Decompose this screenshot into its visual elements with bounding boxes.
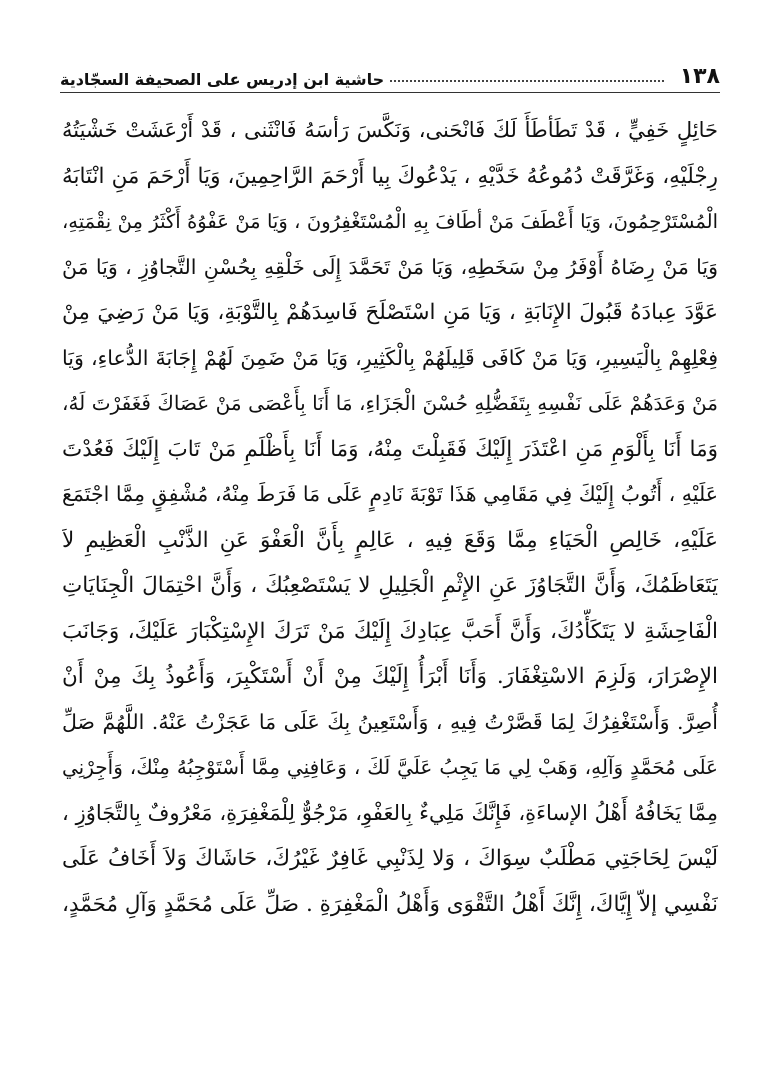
text-line: لَيْسَ لِحَاجَتِي مَطْلَبٌ سِوَاكَ ، وَلا لِذَنْبِي غَافِرٌ غَيْرُكَ، حَاشَاكَ وَلاَ أَخَافُ عَلَى [62, 846, 718, 871]
header-divider [60, 92, 720, 93]
text-line: وَيَا مَنْ رِضَاهُ أَوْفَرُ مِنْ سَخَطِهِ، وَيَا مَنْ تَحَمَّدَ إِلَى خَلْقِهِ بِحُسْنِ التَّجاوُزِ ، وَيَا مَنْ [62, 254, 718, 279]
text-line: حَائِلٍ خَفِيٍّ ، قَدْ تَطَأطَأَ لَكَ فَانْحَنى، وَنَكَّسَ رَأسَهُ فَانْثَنى ، قَدْ أَرْعَشَتْ خَشْيَتُهُ [62, 118, 718, 142]
text-line: فِعْلِهِمْ بِالْيَسِيرِ، وَيَا مَنْ كَافَى قَلِيلَهُمْ بِالْكَثِيرِ، وَيَا مَنْ ضَمِنَ لَهُمْ إِجَابَةَ الدُّعاءِ، وَيَا [62, 345, 718, 370]
text-line: عَلَى مُحَمَّدٍ وَآلِهِ، وَهَبْ لِي مَا يَجِبُ عَلَيَّ لَكَ ، وَعَافِنِي مِمَّا أَسْتَوْجِبُهُ مِنْكَ، وَأَجِرْنِي [62, 755, 718, 779]
text-line: مِمَّا يَخَافُهُ أَهْلُ الإساءَةِ، فَإِنَّكَ مَلِيءٌ بِالعَفْوِ، مَرْجُوٌّ لِلْمَغْفِرَةِ، مَعْرُوفٌ بِالتَّجَاوُزِ ، [62, 800, 718, 825]
running-title: حاشية ابن إدريس على الصحيفة السجّادية [60, 70, 385, 89]
page-number: ١٣٨ [679, 64, 720, 89]
text-line: عَلَيْهِ، خَالِصِ الْحَيَاءِ مِمَّا وَقَعَ فِيهِ ، عَالِمٍ بِأَنَّ الْعَفْوَ عَنِ الذَّنْبِ الْعَظِيمِ لاَ [62, 527, 718, 553]
text-line: مَنْ وَعَدَهُمْ عَلَى نَفْسِهِ بِتَفَضُّلِهِ حُسْنَ الْجَزَاءِ، مَا أَنَا بِأَعْصَى مَنْ عَصَاكَ فَغَفَرْتَ لَهُ، [62, 391, 718, 415]
text-line: الإِصْرَارَ، وَلَزِمَ الاسْتِغْفَارَ. وَأَنَا أَبْرَأُ إِلَيْكَ مِنْ أَنْ أَسْتَكْبِرَ، وَأَعُوذُ بِكَ مِنْ أَنْ [62, 664, 718, 689]
text-line: يَتَعَاظَمُكَ، وَأَنَّ التَّجَاوُزَ عَنِ الإِثْمِ الْجَلِيلِ لا يَسْتَصْعِبُكَ ، وَأَنَّ احْتِمَالَ الْجِنَايَاتِ [62, 573, 718, 598]
text-line: الْفَاحِشَةِ لا يَتَكَأَّدُكَ، وَأَنَّ أَحَبَّ عِبَادِكَ إِلَيْكَ مَنْ تَرَكَ الإِسْتِكْبَارَ عَلَيْكَ، وَجَانَبَ [62, 618, 718, 644]
text-line: عَوَّدَ عِبادَهُ قَبُولَ الإِنَابَةِ ، وَيَا مَنِ اسْتَصْلَحَ فَاسِدَهُمْ بِالتَّوْبَةِ، وَيَا مَنْ رَضِيَ مِنْ [62, 300, 718, 325]
text-line: عَلَيْهِ ، أَتُوبُ إِلَيْكَ فِي مَقَامِي هَذَا تَوْبَةَ نَادِمٍ عَلَى مَا فَرَطَ مِنْهُ، مُشْفِقٍ مِمَّا اجْتَمَعَ [62, 482, 718, 506]
dotted-leader [390, 80, 664, 82]
text-line: وَمَا أَنَا بِأَلْوَمِ مَنِ اعْتَذَرَ إِلَيْكَ فَقَبِلْتَ مِنْهُ، وَمَا أَنَا بِأَظْلَمِ مَنْ تَابَ إِلَيْكَ فَعُدْتَ [62, 436, 718, 462]
page-header [60, 58, 720, 88]
text-line: أُصِرَّ. وَأَسْتَغْفِرُكَ لِمَا قَصَّرْتُ فِيهِ ، وَأَسْتَعِينُ بِكَ عَلَى مَا عَجَزْتُ عَنْهُ. اللَّهُمَّ صَلِّ [62, 709, 718, 734]
text-line: رِجْلَيْهِ، وَغَرَّقَتْ دُمُوعُهُ خَدَّيْهِ ، يَدْعُوكَ بِيا أَرْحَمَ الرَّاحِمِينَ، وَيَا أَرْحَمَ مَنِ انْتَابَهُ [62, 163, 718, 189]
text-line: نَفْسِي إلاّ إِيَّاكَ، إِنَّكَ أَهْلُ التَّقْوَى وَأَهْلُ الْمَغْفِرَةِ . صَلِّ عَلَى مُحَمَّدٍ وَآلِ مُحَمَّدٍ، [62, 891, 718, 917]
body-text [62, 108, 718, 927]
text-line: الْمُسْتَرْحِمُونَ، وَيَا أَعْطَفَ مَنْ أطَافَ بِهِ الْمُسْتَغْفِرُونَ ، وَيَا مَنْ عَفْوُهُ أَكْثَرُ مِنْ نِقْمَتِهِ، [62, 210, 718, 233]
